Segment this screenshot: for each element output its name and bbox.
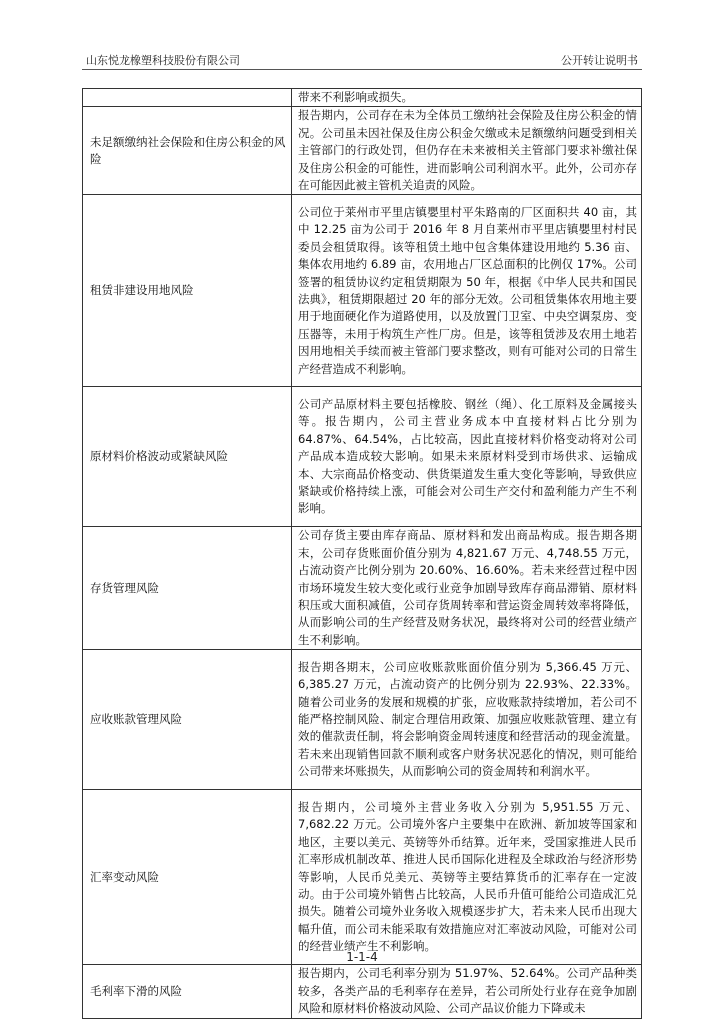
- risk-name: 租赁非建设用地风险: [83, 195, 292, 387]
- risk-description: 公司存货主要由库存商品、原材料和发出商品构成。报告期各期末，公司存货账面价值分别为 4,821.67 万元、4,748.55 万元，占流动资产比例分别为 20.60%、16.60%。若未来经营过程中因市场环境发生较大变化或行业竞争加剧导致库存商品滞销、原材料积压或大面积减值，公司存货周转率和营运资金周转效率将降低，从而影响公司的生产经营及财务状况，最终将对公司的经营业绩产生不利影响。: [292, 527, 642, 650]
- document-title: 公开转让说明书: [561, 54, 638, 67]
- risk-description: 报告期各期末，公司应收账款账面价值分别为 5,366.45 万元、6,385.27 万元，占流动资产的比例分别为 22.93%、22.33%。随着公司业务的发展和规模的扩张，应收账款持续增加，若公司不能严格控制风险、制定合理信用政策、加强应收账款管理、建立有效的催款责任制，将会影响资金周转速度和经营活动的现金流量。若未来出现销售回款不顺利或客户财务状况恶化的情况，则可能给公司带来坏账损失，从而影响公司的资金周转和利润水平。: [292, 650, 642, 790]
- risk-description: 报告期内，公司存在未为全体员工缴纳社会保险及住房公积金的情况。公司虽未因社保及住房公积金欠缴或未足额缴纳问题受到相关主管部门的行政处罚，但仍存在未来被相关主管部门要求补缴社保及住房公积金的可能性，进而影响公司利润水平。此外，公司亦存在可能因此被主管机关追责的风险。: [292, 107, 642, 195]
- page-number: 1-1-4: [346, 950, 378, 964]
- risk-description: 报告期内，公司境外主营业务收入分别为 5,951.55 万元、7,682.22 万元。公司境外客户主要集中在欧洲、新加坡等国家和地区，主要以美元、英镑等外币结算。近年来，受国家推进人民币汇率形成机制改革、推进人民币国际化进程及全球政治与经济形势等影响，人民币兑美元、英镑等主要结算货币的汇率存在一定波动。由于公司境外销售占比较高，人民币升值可能给公司造成汇兑损失。随着公司境外业务收入规模逐步扩大，若未来人民币出现大幅升值，而公司未能采取有效措施应对汇率波动风险，可能对公司的经营业绩产生不利影响。: [292, 790, 642, 965]
- risk-description: 带来不利影响或损失。: [292, 89, 642, 107]
- risk-table: [82, 88, 642, 1019]
- risk-name: 应收账款管理风险: [83, 650, 292, 790]
- table-row: [83, 387, 642, 527]
- table-row: [83, 965, 642, 1018]
- risk-name: 原材料价格波动或紧缺风险: [83, 387, 292, 527]
- table-row: [83, 89, 642, 107]
- risk-name: [83, 89, 292, 107]
- risk-description: 公司位于莱州市平里店镇嬰里村平朱路南的厂区面积共 40 亩，其中 12.25 亩为公司于 2016 年 8 月自莱州市平里店镇嬰里村村民委员会租赁取得。该等租赁土地中包含集体建设用地约 5.36 亩、集体农用地约 6.89 亩，农用地占厂区总面积的比例仅 17%。公司签署的租赁协议约定租赁期限为 50 年，根据《中华人民共和国民法典》，租赁期限超过 20 年的部分无效。公司租赁集体农用地主要用于地面硬化作为道路使用，以及放置门卫室、中央空调泵房、变压器等，未用于构筑生产性厂房。但是，该等租赁涉及农用土地若因用地相关手续而被主管部门要求整改，则有可能对公司的日常生产经营造成不利影响。: [292, 195, 642, 387]
- table-row: [83, 527, 642, 650]
- table-row: [83, 195, 642, 387]
- company-name: 山东悦龙橡塑科技股份有限公司: [86, 54, 240, 67]
- risk-description: 公司产品原材料主要包括橡胶、钢丝（绳）、化工原料及金属接头等。报告期内，公司主营业务成本中直接材料占比分别为 64.87%、64.54%，占比较高，因此直接材料价格变动将对公司产品成本造成较大影响。如果未来原材料受到市场供求、运输成本、大宗商品价格变动、供货渠道发生重大变化等影响，导致供应紧缺或价格持续上涨，可能会对公司生产交付和盈利能力产生不利影响。: [292, 387, 642, 527]
- risk-name: 未足额缴纳社会保险和住房公积金的风险: [83, 107, 292, 195]
- risk-description: 报告期内，公司毛利率分别为 51.97%、52.64%。公司产品种类较多，各类产品的毛利率存在差异，若公司所处行业存在竞争加剧风险和原材料价格波动风险、公司产品议价能力下降或未: [292, 965, 642, 1018]
- table-row: [83, 107, 642, 195]
- table-row: [83, 650, 642, 790]
- risk-name: 汇率变动风险: [83, 790, 292, 965]
- risk-name: 存货管理风险: [83, 527, 292, 650]
- risk-name: 毛利率下滑的风险: [83, 965, 292, 1018]
- table-row: [83, 790, 642, 965]
- header-divider: [82, 69, 642, 70]
- page-header: [82, 48, 642, 66]
